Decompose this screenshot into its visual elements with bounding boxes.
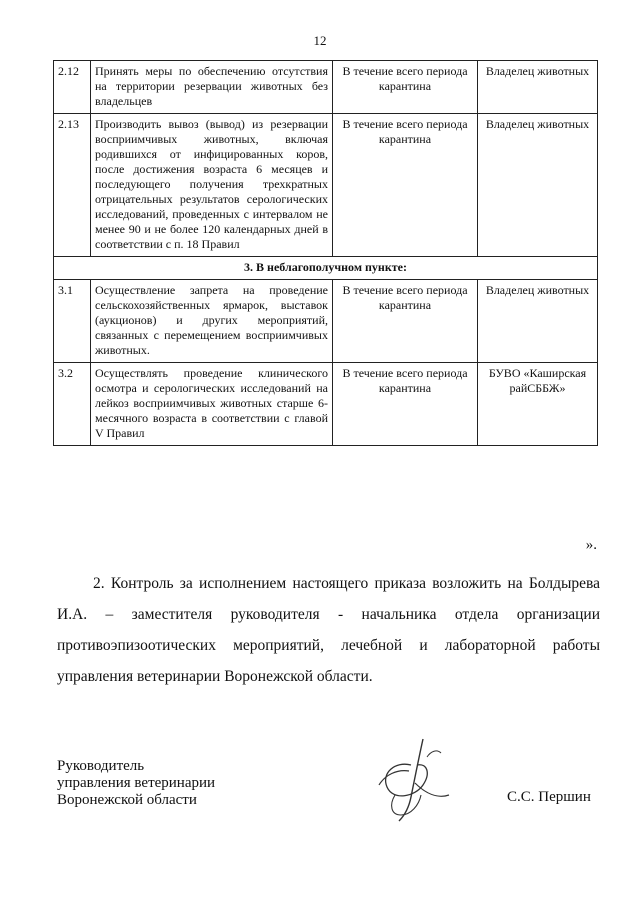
paragraph-text: Контроль за исполнением настоящего приказа возложить на Болдырева И.А. – заместителя руководителя - начальника отдела организации противоэпизоотических мероприятий, лечебной и лабораторной работы управления ветеринарии Воронежской области. <box>57 575 601 685</box>
handwritten-signature <box>375 735 455 825</box>
section-row <box>54 257 598 280</box>
position-line: Руководитель <box>57 758 145 774</box>
paragraph-number: 2. <box>93 575 105 592</box>
table-row <box>54 363 598 446</box>
table-row <box>54 114 598 257</box>
row-number: 3.2 <box>54 363 91 446</box>
row-responsible: Владелец животных <box>478 280 598 363</box>
control-paragraph <box>57 568 600 692</box>
row-action: Производить вывоз (вывод) из резервации восприимчивых животных, включая родившихся от инфицированных коров, после достижения возраста 6 месяцев и последующего получения трехкратных отрицательных результатов серологических исследований, проведенных с интервалом не менее 90 и не более 120 календарных дней в соответствии с п. 18 Правил <box>91 114 333 257</box>
row-number: 2.12 <box>54 61 91 114</box>
measures-table <box>53 60 598 446</box>
row-responsible: Владелец животных <box>478 61 598 114</box>
position-line: Воронежской области <box>57 792 197 808</box>
table-row <box>54 280 598 363</box>
position-line: управления ветеринарии <box>57 775 216 791</box>
row-action: Осуществлять проведение клинического осмотра и серологических исследований на лейкоз восприимчивых животных старше 6-месячного возраста в соответствии с главой V Правил <box>91 363 333 446</box>
row-number: 2.13 <box>54 114 91 257</box>
signatory-position <box>57 758 215 809</box>
row-responsible: БУВО «Каширская райСББЖ» <box>478 363 598 446</box>
table-row <box>54 61 598 114</box>
page-number: 12 <box>313 33 327 48</box>
section-heading: 3. В неблагополучном пункте: <box>54 257 598 280</box>
closing-quote: ». <box>585 537 597 553</box>
row-term: В течение всего периода карантина <box>333 61 478 114</box>
row-action: Принять меры по обеспечению отсутствия на территории резервации животных без владельцев <box>91 61 333 114</box>
row-action: Осуществление запрета на проведение сельскохозяйственных ярмарок, выставок (аукционов) и других мероприятий, связанных с перемещением восприимчивых животных. <box>91 280 333 363</box>
row-responsible: Владелец животных <box>478 114 598 257</box>
signer-name: С.С. Першин <box>507 789 591 805</box>
row-term: В течение всего периода карантина <box>333 114 478 257</box>
row-number: 3.1 <box>54 280 91 363</box>
row-term: В течение всего периода карантина <box>333 363 478 446</box>
row-term: В течение всего периода карантина <box>333 280 478 363</box>
